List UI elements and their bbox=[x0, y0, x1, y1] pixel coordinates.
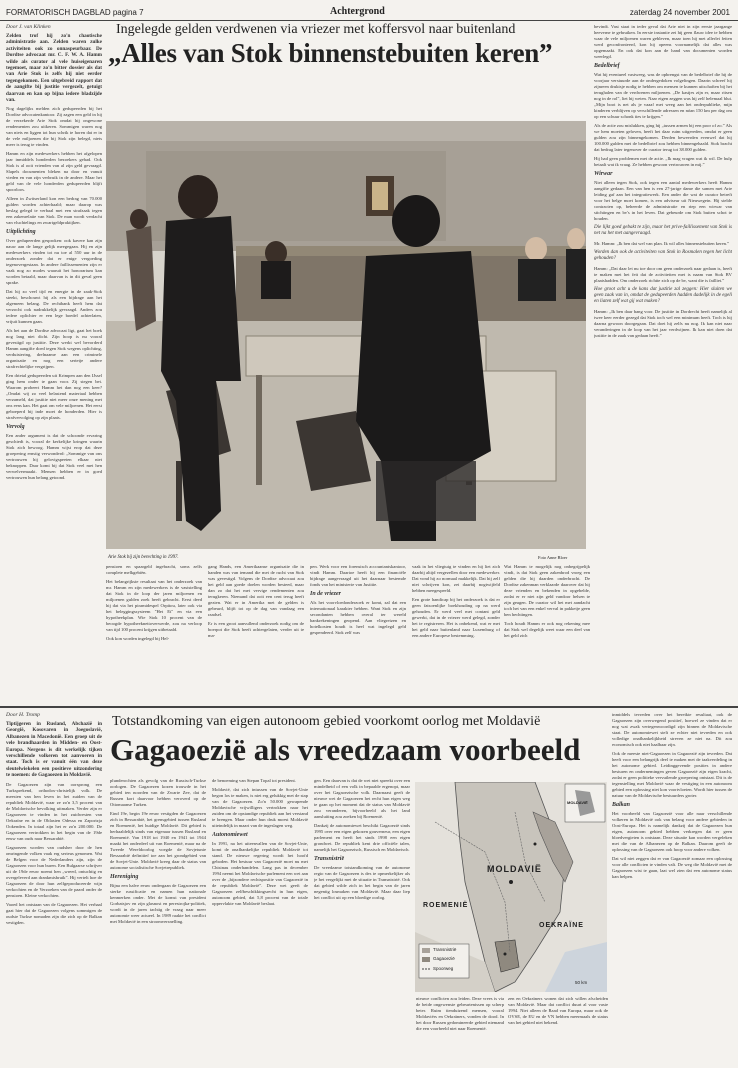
story1-sub-bedelbrief: Bedelbrief bbox=[594, 63, 620, 69]
story1-column-2: pensioen en spaargeld ingebracht, soms zelfs complete melkgebiën. Het belangrijkste resultaat van het onderzoek van mr. Hamm en zijn medewerkers is de vaststelling dat Stok in de loop der jaren miljoenen en miljoenen gulden zoek heeft gebracht. Eerst deed hij dat via het piramidespel Orpitou, later ook via het beleggingssysteem "Het Ei" en via een hypotheekplan. Wie Stok 10 procent van de beoogde hypotheeknettoverwerde, zou na verloop van tijd 100 procent krijgen uitbetaald. Ook kon worden ingelegd bij Hel- bbox=[106, 564, 202, 641]
story2-column-6: zen en Oekraïners wonen dat zich willen afscheiden van Moldavië. Maar dat conflict duurt al voor vaste 1994. Niet alleen de Raad van Europa, maar ook de OVSE, de EU en de VN hebben meermaals de status van het gebied niet bekend. bbox=[508, 996, 608, 1025]
story2-column-2: plunderochten als gevolg van de Russisch-Turkse oorlogen. De Gagaoezen kozen trouwde in het gebied ten noorden van de Zwarte Zee, dat de Russen kort daarvoor hebben veroverd op de Ottomaanse Turken. Eind 19e, begin 19e eeuw vestigden de Gagaoezen zich in Bessarabië, het grensgebied tussen Rusland en Roemenië, het huidige Moldavië. Dit gebied is herhaaldelijk sinds van eigenaar tussen Rusland en Roemenië. Van 1918 tot 1940 en 1941 tot 1944 maakt het onderdeel uit van Roemenië, maar na de Tweede Wereldoorlog voegde de Sovjetunie Bessarabië definitief toe aan het grondgebied van de Sovjet-Unie. Moldavië kreeg daar de status van autonome socialistische Sovjetrepubliek. Hereniging Bijna een halve eeuw ondergaan de Gagaoezen een sterke russificatie en namen hun nationale kenmerken onder. Met de komst van president Gorbatsjov en zijn glasnost en perestrojka-politiek, wordt in de jaren tachtig de vraag naar meer autonomie weer actueel. In 1989 raakte het conflict met Moldavië in een stroomversnelling. bbox=[110, 778, 206, 924]
story2-kicker: Totstandkoming van eigen autonoom gebied voorkomt oorlog met Moldavië bbox=[112, 714, 541, 729]
story1-kicker: Ingelegde gelden verdwenen via vriezer met koffersvol naar buitenland bbox=[116, 22, 516, 37]
courtroom-photo bbox=[106, 121, 586, 549]
story1-sub-vervolg: Vervolg bbox=[6, 424, 25, 431]
story2-lead: Tiptijgeren in Rusland, Abchazië in Georgië, Kosovaren in Joegoslavië, Albanezen in Macedonië. Een groep uit de vele brandhaarden in Midden- en Oost-Europa. Nergens is dit werkelijk tijken verschillende volkeren tot aanvoeren in staat. Toch is er vanuit één van deze sleutelwiekelen een positieve uitzondering te noemen: de Gagaoezen in Moldavië. bbox=[6, 721, 102, 779]
story1-column-3: gang Hands, een Amerikaanse organisatie die in handen was van iemand die met de rucht van Stok was gevestigd. Volgens de Dordtse advocaat zou het geld aan goede doelen worden besteed, maar dan zo dat het met vervige rendementen zou terugkeren. Niemand dat ooit een cent terug heeft gezien. Wat er in Amerika met de gelden is gebeurd, blijft tot op de dag van vandaag een raadsel. Er is een groot aanvullend onderzoek nodig om de boerpot die Stok heeft achtergelaten, verder uit te ma- bbox=[208, 564, 304, 638]
map-inset-label: MOLDAVIË bbox=[567, 800, 588, 805]
story1-column-6: Wat Hamm te mogelijk nog onbegrijpelijk vindt, is dat Stok geen zakenbrod vroeg een gelden die hij daarden onderbracht. De Dordtse zakenman verklaarde daarover dat hij deze vrienden en bekenden in opgebelde, zodat er er niet zijn geld vandoor helsen te zijn geagen. De curator wil het met aandacht toch het van een enkel verval in pakketje geen ben hechtingen. Toch houdt Hamm er ook nog rekening mee dat Stok wel degelijk weet waar een deel van het geld zich bbox=[504, 564, 590, 638]
story1-column-1: Door J. van Klinken Zelden trof hij zo'n chaotische administratie aan. Zelden waren zulke activiteiten ook zo onnaspeurbaar. De Dordtse advocaat mr. C. F. W. A. Hamm wilde als curator al vele huiseigenaren tegemoet, maar zo'n bitter dossier als dat van Arie Stok is zelfs hij niet eerder tegengekomen. Een uitgebreid rapport dat de aangifte bij justitie vergezelt, getuigt daarvan en kan op bijna iedere bladzijde van. Nog dagelijks melden zich gedupeerden bij het Dordtse advocatenkantoor. Zij zagen een geld in hij de verzekerde Arie Stok omdat hij ongewone rendementen zou uitkeren. Sommigen waren nog van niets en liggen tot hun schrik te horen dat er in de vele miljoenen die bij Stok zijn belegd, niets meer is terug te vinden. Hamm en zijn medewerkers hebben het afgelopen jaar inmiddels honderden bezoekers gehad. Ook Stok is al ooit vrienden van al zijn geld gevraagd. Slapels documenten bleken na door en vanuit vieden en van zijn verbruik in de andere. Maar het geld van de vele honderden gedupeerden blijft spoorloos. Alleen in Zwitserland kon een bedrag van 70.000 gulden worden achterhaald; maar daarop was beslag gelegd te verbaal met een strafzaak tegen een zakenrelatie van Stok. De man wordt verdacht van vluchtelings en zwartgeldpraktijken. Uitplichting Over gedupeerden gesproken: ook kavere kan zijn nauw aan de lange gelijk meegegaan. Hij en zijn medewerkers vinden tot nu toe al 550 uur in de onderzoek zonder dat er enige vergoeding tegenovergestaan. In andere faillissementen zijn er vaak nog zo modes waaruit het honorarium kan worden betaald, maar daarvan is in dit geval geen sprake. Dat hij zo veel tijd en energie in de zaak-Stok steekt, beschouwt hij als een bijdrage aan het algemeen belang. De rechtbank heeft hem dat verzocht ook nadrukkelijk gevraagd. Anders zou iedere oplichter er een lege boedel achterlaten, vrijuit kunnen gaan. Als het aan de Dordtse advocaat ligt, gaat het boek nog lang niet dicht. Zijn hoop is nu vooral gevestigd op justitie. Deze werkt wel bevorderd Hamm aangifte doed tegen Stok wegens oplichting, verduistering, drelnaame aan een criminele organisatie en nog een serietje andere strafrechtelijke vergrijpen. Een drietal gedupeerden uit Krimpen aan den IJssel ging hem onder te gaan voor. Zij stegen bet. Waarom probeert Hamm het dan nog een keer? „Omdat wij zo veel belastend materiaal hebben verzameld, dat justitie niet meer onze mening met ons eens kan. Het gaat om vele miljoenen. Het eerst geboeperd bij inde moet de honderden. Hier is strafvervolging op zijn plaats. Vervolg Een ander argument is dat de schoonde ervaring geschiedt is, vooral de kerkelijke kringen waarin Stok zich bewoog. Hamm wijst erop dat deze groepering ernstig verwonderd: „Sommige van ons vertrouwen hij gelovigspeeten elkaar niet beknoppen. Daar komt bij dat Stok veel met hen verwelvermaakt. Mensen hebben er in goed vertrouwen hun belang getoond. bbox=[6, 24, 102, 481]
story1-column-4: pen. Werk voor een forensisch accountantskantoor, vindt Hamm. Daartoe heeft hij een financiële bijdrage aangevraagd uit het daarnaar bestemde fonds van het ministerie van Justitie. In de vriezer Als het voorvloedonderzoek er komt, zal dat een internationaal karakter hebben. Want Stok en zijn secondanten hebben overal ter wereld bankrekeningen geopend. Aan vliegreizen en hotelkosten houdt is heel wat ingelegd geld gespendeerd. Stok zelf was bbox=[310, 564, 406, 635]
story1-sub-in-de-vriezer: In de vriezer bbox=[310, 591, 341, 597]
map-label-ukraine: OEKRAÏNE bbox=[539, 922, 584, 929]
header-rule bbox=[0, 20, 738, 21]
section-divider bbox=[0, 706, 738, 708]
story2-byline: Door H. Tromp bbox=[6, 712, 40, 718]
story1-sub-wirwar: Wirwar bbox=[594, 171, 613, 177]
section-title: Achtergrond bbox=[330, 6, 385, 17]
story1-byline: Door J. van Klinken bbox=[6, 24, 51, 30]
photo-caption: Arie Stok bij zijn berechting in 1997. bbox=[108, 555, 179, 560]
story1-column-5: vaak in het vliegtuig te vinden en hij liet zich daarbij altijd vergezellen door een medewerker. Dat vond hij zo normaal makkelijk. Dat hij zelf niet schrijven kon, zei daarbij nogtwijfeld hebben meegespeeld. Een grote handicap bij het onderzoek is dat er geen fatsoenlijke boekhouding op na werd gehouden. Er werd veel met contant geld gewerkt, dat in de vriezer werd gelegd, zonder het te registreren. Het is onbekend, wat er met het geld naar buitenland naar Luxemburg of een andere Europese bestemming. bbox=[412, 564, 500, 638]
pull-quote-1: Die lijkt goed gebakt te zijn, maar het prive-faillissement van Stok is net na het met aangevraagd. bbox=[594, 225, 732, 237]
story1-sub-uitplichting: Uitplichting bbox=[6, 229, 36, 236]
story2-sub-hereniging: Hereniging bbox=[110, 874, 139, 880]
photo-credit: Foto Anne Bloer bbox=[538, 555, 568, 560]
courtroom-photo-graphic bbox=[106, 121, 586, 549]
moldova-map bbox=[415, 782, 607, 992]
story1-column-right: bevindt. Vast staat in ieder geval dat Arie niet in zijn eerste jaargange heeverne te gebruiken. In eerste instantie zei hij geen flauw idee te hebben waar de vele miljoenen waren gebleven, maar toen hij met allerlei feiten werd geconfronteerd, kon hij opeens voornamelijk dat alles was opgemaakt. En ook dat kon aan de hand van documenten worden weerlegd. Bedelbrief Wat hij eventueel vastweeg, was de opbrengst van de bedelbrief die hij de voorjaar verstuurde aan de ondergedoken volgelingen. Daarin schreef hij zijnreen druktsje nodig te hebben om mensen te kunnen uitschaften bij het terughalen van de verdwenen miljoenen. „De kastjes zijn er, maar ritsen nog in de rol”, liet hij weten. Naar eigen zeggen was hij zelf helemaal blut. „Mijn boot is net als je vaaaf met weeg aan het onderpublieke, mijn kinderen verblijven op verschillende adressen en nóan 150 km per dag om op een schuur schonk ties te krijgen.” Als de actie zou mislukken, ging hij „tussen armen bij een poor of zo.” Als we hem moeten geloven, heeft het daar ruim uitgereden, omdat er geen gulden zou zijn binnengekomen. Derden beweerden evenwel dat hij 100.000 gulden met de bedelbrief zou hebben binnengehaald. Stok bracht dat bedrag later tegenover de curator terug tot 38.000 gulden. Hij had geen problemen met de actie. „Ik mag vragen wat ik wil. De hulp betaalt wat ik vraag. Ze hebben gewoon vertrouwen in mij.” Wirwar Niet alleen tegen Stok, ook tegen een aantal medewerkers heeft Hamm aangifte gedaan. Een van hen is een 27-jarige dame die samen met Arie leiding gaf aan het integratiewerk. Een ander die wat de curator betreft voor het belge moet komen, is een adviseur uit Nieuwegein. Hij stelde contracten op, beheerde de administratie en riep een wirwar van stichtingen en bv's in het leven. Dat gebeurde om Stok buiten schot te houden. Die lijkt goed gebakt te zijn, maar het prive-faillissement van Stok is net na het met aangevraagd. Mr. Hamm: „Ik ben dat wel van plan. Ik wil alles binnenstebuiten keren.” Worden dan ook de activiteiten van Stok in Rosmalen tegen het licht gehouden? Hamm: „Dat daar let nu toe door om geen onderzoek naar gedaan is, heeft te maken met het feit dat de activiteiten met is naam van Stok BV plaatshadden. Om onderzoek richtte zich op de bv, want die is failliet.” Hoe groot acht u de kans dat justitie zal zeggen: Hier sluiten we geen zaak van in, omdat de gedupeerden hadden dadelijk in de egeli en liaten zelf wat gij wat maken? Hamm: „Ik ben daar bang voor. De justitie in Dordrecht heeft namelijk al twee keer eerder gezegd dat Stok toch wel een minimum heeft. Toch is hij daarna gewoon doorgegaan. Dat doet hij zelfs nu nog. Ik kan niet naar veranderingen in de loop van het jaar verdwijnen. Ik kan niet doen dat justitie in de zaak van gedaan heeft.” bbox=[594, 24, 732, 338]
story2-sub-transnistrie: Transnistrië bbox=[314, 856, 345, 862]
story2-column-1: Door H. Tromp Tiptijgeren in Rusland, Abchazië in Georgië, Kosovaren in Joegoslavië, Albanezen in Macedonië. Een groep uit de vele brandhaarden in Midden- en Oost-Europa. Nergens is dit werkelijk tijken verschillende volkeren tot aanvoeren in staat. Toch is er vanuit één van deze sleutelwiekelen een positieve uitzondering te noemen: de Gagaoezen in Moldavië. De Gagaoezen zijn van oorsprong een Turksprekend, orthodox-christelijk volk. De meesten van hen leven in het zuiden van de republiek Moldavië, waar ze zo'n 3,5 procent van de Moldavische bevolking uitmaken. Verder zijn er Gagaoezen te vinden in het zuidwesten van Oekraïne en in de Oblasten Odessa en Zaporizja Ookenden. In totaal zijn het er zo'n 200.000. De Gagaoezen vertrokken in het begin van de 19de eeuw van ouds naar Bessarabië. Gagaoezen worden van oudsher door de hen omringende volken vaak erg serieus genomen. Wat de Belgen voor de Nederlanders zijn, zijn de Gagaoezen voor hun buren. Een Bulgaarse schrijver uit de 19de eeuw noemt hen „wreed, ontuchtig en overgeleverd aan drankmisbruik”. Hij vertelt hoe de Gagaoezen de door hun zelfgeproduceerde wijn verkochten en de Verzoeken van de paard onder de pensioen. Kleine verkochten. Vaoed het ontstaan van de Gagaoezen. Het verhaal gaat hier dat de Gagaoezen volgens sommigen de oudste Turkse nomaden zijn die zich op de Balkan vestigden. bbox=[6, 712, 102, 925]
story1-lead: Zelden trof hij zo'n chaotische administratie aan. Zelden waren zulke activiteiten ook zo onnaspeurbaar. De Dordtse advocaat mr. C. F. W. A. Hamm wilde als curator al vele huiseigenaren tegemoet, maar zo'n bitter dossier als dat van Arie Stok is zelfs hij niet eerder tegengekomen. Een uitgebreid rapport dat de aangifte bij justitie vergezelt, getuigt daarvan en kan op bijna iedere bladzijde van. bbox=[6, 33, 102, 104]
story2-sub-balkan: Balkan bbox=[612, 802, 631, 808]
map-label-moldova: MOLDAVIË bbox=[487, 864, 542, 874]
map-label-romania: ROEMENIË bbox=[423, 902, 469, 909]
map-legend-gagauzia: Gagaoezië bbox=[433, 956, 455, 961]
issue-date: zaterdag 24 november 2001 bbox=[629, 8, 730, 17]
pull-quote-2: Worden dan ook de activiteiten van Stok in Rosmalen tegen het licht gehouden? bbox=[594, 249, 732, 262]
page-header bbox=[0, 6, 738, 20]
story2-column-5: nieuwe conflicten zou leiden. Deze vrees is via de beide ongewenste gebeurtenissen op scherp beter. Ruim tienduizend mensen, vooral Moldaviërs en Oekraïners, vonden de dood. In het door Russen gedomineerde gebied niemand die een voorbeeld niet naar Roemenië. bbox=[416, 996, 504, 1031]
story2-column-4: gen. Een daarvan is dat de wet niet spreekt over een mindelheid of een volk in bepaalde ergenopt, maar over het Gagaoezische volk. Daarnaast geeft de nieuwe wet de Gagaoezen het recht hun eigen weg te gaan op het moment dat de status van Moldavië zou veranderen, bijvoorbeeld als het land aansluiting zou zoeken bij Roemenië. Dankzij de autonomiewet beschikt Gagaoezië sinds 1995 over een eigen gekozen gouverneur, een eigen parlement en heeft het sinds 1998 een eigen grondwet. De republiek kent drie officiële talen, namelijk het Gagaoezisch, Russisch en Moldavisch. Transnistrië De vreedzame totstandkoming van de autonome regio van de Gagaoezen is des te opmerkelijker als je het vergelijkt met de situatie in Transnistrië. Ook dat gebied wilde zich in het begin van de jaren negentig losmaken van Moldavië. Maar daar liep het conflict uit op een bloedige oorlog. bbox=[314, 778, 410, 900]
map-legend-transnistria: Transnistrië bbox=[433, 947, 457, 952]
story2-headline: Gagaoezië als vreedzaam voorbeeld bbox=[110, 732, 581, 767]
map-scale: 50 km bbox=[575, 980, 588, 985]
story2-column-right: inmiddels tevreden over het bereikte resultaat, ook de Gagaoezen zijn overwegend positief, hoewel ze vinden dat er nog wat zwak vertegenwoordigd zijn binnen de Moldavische staat. De autonomiewet stelt ze echter niet tevreden en ook volledige onafhankelijkheid streven ze niet na. Dit zou economisch ook niet haalbaar zijn. Ook de meeste niet-Gagaoezen in Gagaoezië zijn tevreden. Dat heeft voor een belangrijk deel te maken met de taakverdeling in het autonome gebied. Leidinggevende posities in andere besturen en ondernemingen geven Gagaoezië zijn eigen kracht, zodat er geen politieke vervuilende groepering ontstaat. Dit is de tegenstelling met Moldavië waar de vestiging in een autonoom gebied een oplossing niet kon voortvloeien. Wordt hier tussen de natuur van de Moldavische bestuurders groter. Balkan Het voorbeeld van Gagaoezië voor alle naar verschillende volkeren in Moldavië ook van belang voor andere gebieden in Oost-Europa. Het is namelijk dankzij dat de Gagaoezen hun eigen, autonoom gebied hebben verkregen dat er geen bloedvergieten is ontstaan. Deze situatie kan worden vergeleken met die van de Albanezen op de Balkan. Daarom geeft de oplossing van de Gagaoezen ook hoop voor andere volken. Dat wil niet zeggen dat er van Gagaoezië zomaar een oplossing voor alle conflicten te vinden valt. De weg die Moldavië met de Gagaoezen wist te gaan, laat wel zien dat een autonome status kan helpen. bbox=[612, 712, 732, 879]
paper-name: FORMATORISCH DAGBLAD pagina 7 bbox=[6, 8, 144, 17]
pull-quote-3: Hoe groot acht u de kans dat justitie zal zeggen: Hier sluiten we geen zaak van in, omdat de gedupeerden hadden dadelijk in de egeli en liaten zelf wat gij wat maken? bbox=[594, 286, 732, 305]
story2-sub-autonomiewet: Autonomiewet bbox=[212, 832, 248, 838]
map-legend-railway: Spoorweg bbox=[433, 966, 454, 971]
story1-headline: „Alles van Stok binnenstebuiten keren” bbox=[108, 38, 553, 68]
story2-column-3: de benoeming van Stepan Topal tot president. Moldavië, dat zich intussen van de Sovjet-Unie begon los te maken, is niet erg gelukkig met de stap van de Gagaoezen. Zo'n 50.000 gewapende Moldavische vrijwilligers vertrokken naar het zuiden om de opstandige republiek aan het verstand te brengen. Maar onder hun druk moest Moldavië uiteindelijk in maart van de ingeslagen weg. Autonomiewet In 1991, na het uiteenvallen van de Sovjet-Unie, komt de onafhankelijke republiek Moldavië tot stand. De nieuwe regering wordt het hoofd geboden. Het bestuur van Gagaoezië moet nu met Chisinau onderhandelen. Lang pas in december 1994 neemt het Moldavische parlement een wet aan over de „bijzondere rechtspositie van Gagaoezië in de republiek Moldavië”. Deze wet geeft de Gagaoezen zelfbeschikkingsrecht in hun eigen, autonoom gebied, dat 5,8 procent van de totale oppervlakte van Moldavië beslaat. bbox=[212, 778, 308, 906]
